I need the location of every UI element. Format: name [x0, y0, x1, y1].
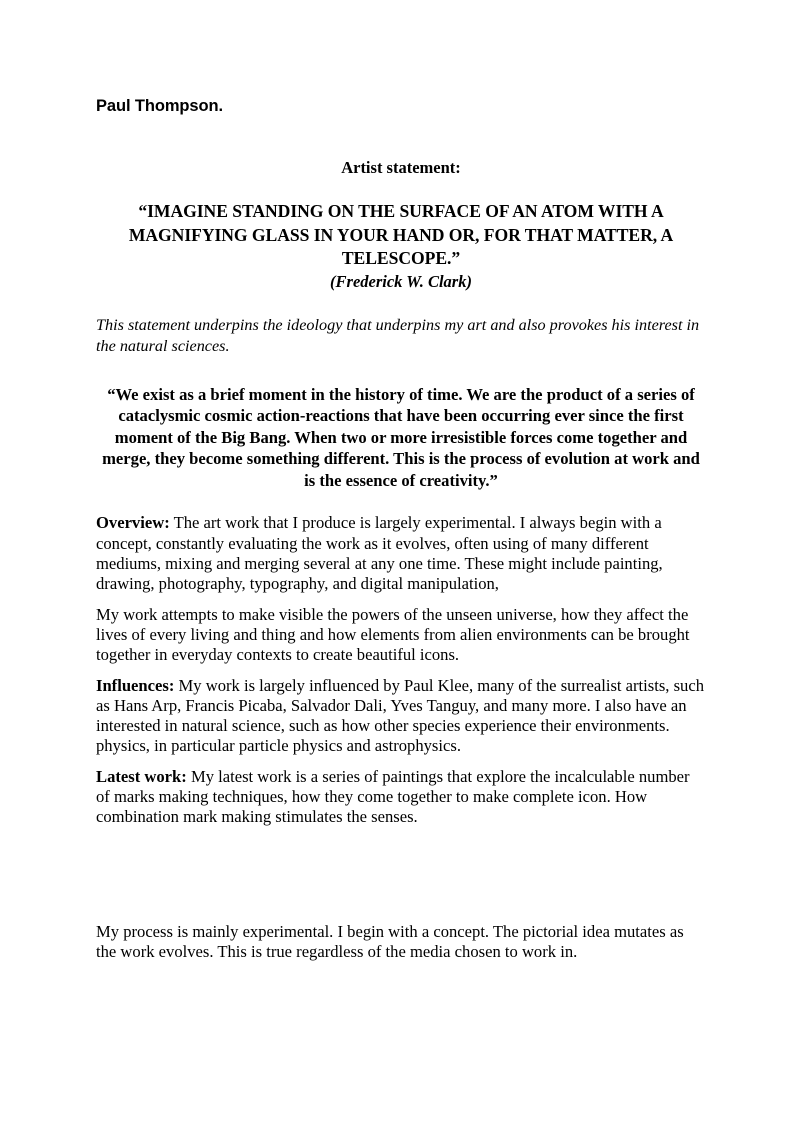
paragraph-label: Influences: [96, 675, 175, 695]
spacer [96, 292, 706, 315]
spacer [96, 838, 706, 922]
paragraph-influences [96, 676, 706, 757]
paragraph-unseen-universe [96, 605, 706, 666]
spacer [96, 178, 706, 200]
headline-quote: “IMAGINE STANDING ON THE SURFACE OF AN ATOM WITH A MAGNIFYING GLASS IN YOUR HAND OR, FOR THAT MATTER, A TELESCOPE.” [128, 201, 674, 268]
paragraph-text: My work is largely influenced by Paul Klee, many of the surrealist artists, such as Hans Arp, Francis Picaba, Salvador Dali, Yves Tanguy, and many more. I also have an interested in natural science, such as how other species experience their environments. physics, in particular particle physics and astrophysics. [96, 675, 705, 756]
paragraph-text: The art work that I produce is largely experimental. I always begin with a concept, constantly evaluating the work as it evolves, often using of many different mediums, mixing and merging several at any one time. These might include painting, drawing, photography, typography, and digital manipulation, [96, 513, 663, 594]
paragraph-overview [96, 513, 706, 594]
document-content [96, 96, 706, 962]
author-name: Paul Thompson. [96, 97, 223, 115]
paragraph-text: My work attempts to make visible the powers of the unseen universe, how they affect the lives of every living and thing and how elements from alien environments can be brought together in everyday contexts to create beautiful icons. [96, 604, 690, 665]
spacer [96, 491, 706, 513]
paragraph-process-closing: My process is mainly experimental. I begin with a concept. The pictorial idea mutates as the work evolves. This is true regardless of the media chosen to work in. [96, 921, 684, 961]
paragraph-label: Latest work: [96, 766, 187, 786]
paragraph-label: Overview: [96, 513, 170, 533]
paragraph-latest-work [96, 767, 706, 828]
block-quote: “We exist as a brief moment in the history of time. We are the product of a series of cataclysmic cosmic action-reactions that have been occurring ever since the first moment of the Big Bang. When two or more irresistible forces come together and merge, they become something different. This is the process of evolution at work and is the essence of creativity.” [102, 384, 700, 490]
spacer [96, 116, 706, 158]
paragraph-text: My latest work is a series of paintings that explore the incalculable number of marks making techniques, how they come together to make complete icon. How combination mark making stimulates the senses. [96, 766, 690, 827]
spacer [96, 358, 706, 384]
italic-statement-paragraph: This statement underpins the ideology that underpins my art and also provokes his interest in the natural sciences. [96, 315, 700, 355]
artist-statement-heading: Artist statement: [341, 158, 461, 177]
quote-attribution: (Frederick W. Clark) [330, 271, 472, 291]
